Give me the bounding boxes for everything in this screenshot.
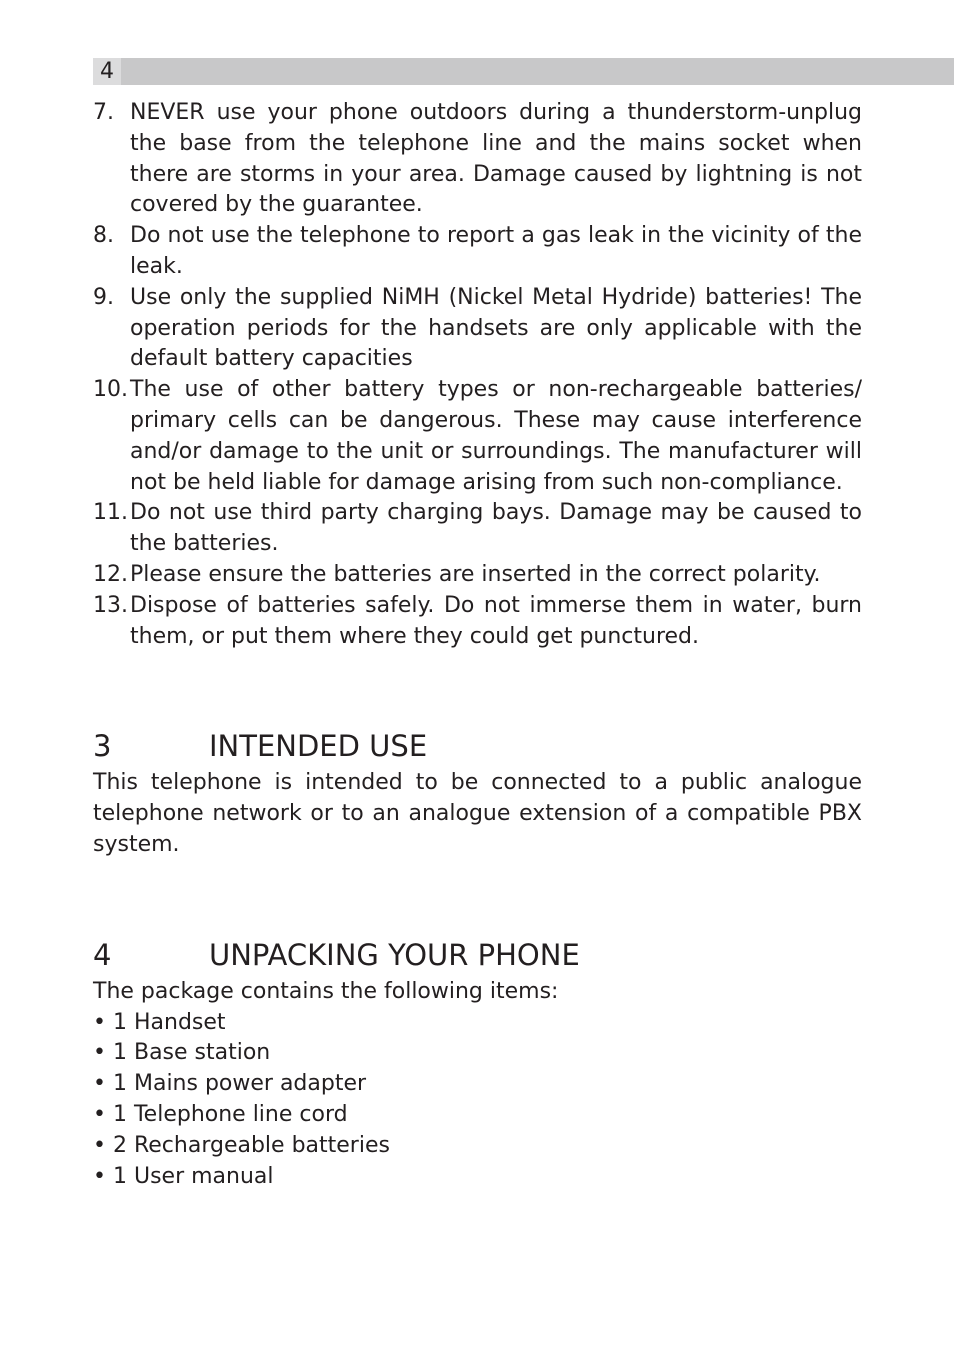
section-title: UNPACKING YOUR PHONE bbox=[209, 937, 580, 972]
list-item bbox=[93, 375, 862, 498]
list-item: • 1 Base station bbox=[93, 1038, 862, 1069]
page-content bbox=[93, 98, 862, 1192]
list-item bbox=[93, 591, 862, 653]
item-number: 7. bbox=[93, 100, 114, 125]
item-text: Use only the supplied NiMH (Nickel Metal Hydride) batteries! The operation periods for the handsets are only applicable with the default battery capacities bbox=[130, 284, 862, 372]
section-heading-unpacking bbox=[93, 937, 862, 973]
list-item: • 2 Rechargeable batteries bbox=[93, 1131, 862, 1162]
item-number: 12. bbox=[93, 561, 128, 587]
section-spacer bbox=[93, 861, 862, 937]
item-number: 13. bbox=[93, 592, 128, 618]
item-text: The use of other battery types or non-rechargeable batteries/ primary cells can be dangerous. These may cause interference and/or damage to the unit or surroundings. The manufacturer will not be held liable for damage arising from such non-compliance. bbox=[130, 377, 862, 495]
item-text: Dispose of batteries safely. Do not immerse them in water, burn them, or put them where they could get punctured. bbox=[130, 592, 862, 649]
list-item: • 1 Handset bbox=[93, 1008, 862, 1039]
item-number: 11. bbox=[93, 500, 128, 526]
item-number: 9. bbox=[93, 284, 114, 310]
page-number: 4 bbox=[93, 58, 121, 85]
list-item: • 1 User manual bbox=[93, 1162, 862, 1193]
list-item bbox=[93, 221, 862, 283]
item-number: 10. bbox=[93, 377, 128, 403]
package-contents-list bbox=[93, 1008, 862, 1193]
intended-use-paragraph: This telephone is intended to be connected to a public analogue telephone network or to an analogue extension of a compatible PBX system. bbox=[93, 770, 862, 857]
page-header-bar bbox=[93, 58, 954, 85]
item-text: Do not use the telephone to report a gas leak in the vicinity of the leak. bbox=[130, 223, 862, 279]
section-number: 3 bbox=[93, 729, 112, 764]
list-item: • 1 Telephone line cord bbox=[93, 1100, 862, 1131]
section-number: 4 bbox=[93, 937, 112, 972]
safety-list bbox=[93, 98, 862, 652]
section-spacer bbox=[93, 652, 862, 728]
list-item: • 1 Mains power adapter bbox=[93, 1069, 862, 1100]
item-text: Do not use third party charging bays. Damage may be caused to the batteries. bbox=[130, 500, 862, 557]
unpacking-intro: The package contains the following items: bbox=[93, 978, 559, 1004]
item-number: 8. bbox=[93, 223, 114, 249]
list-item bbox=[93, 98, 862, 221]
item-text: NEVER use your phone outdoors during a thunderstorm-unplug the base from the telephone line and the mains socket when there are storms in your area. Damage caused by lightning is not covered by the guarantee. bbox=[130, 100, 862, 218]
list-item bbox=[93, 283, 862, 375]
item-text: Please ensure the batteries are inserted in the correct polarity. bbox=[130, 561, 821, 587]
section-title: INTENDED USE bbox=[209, 729, 428, 764]
list-item bbox=[93, 560, 862, 591]
list-item bbox=[93, 498, 862, 560]
section-heading-intended-use bbox=[93, 728, 862, 764]
